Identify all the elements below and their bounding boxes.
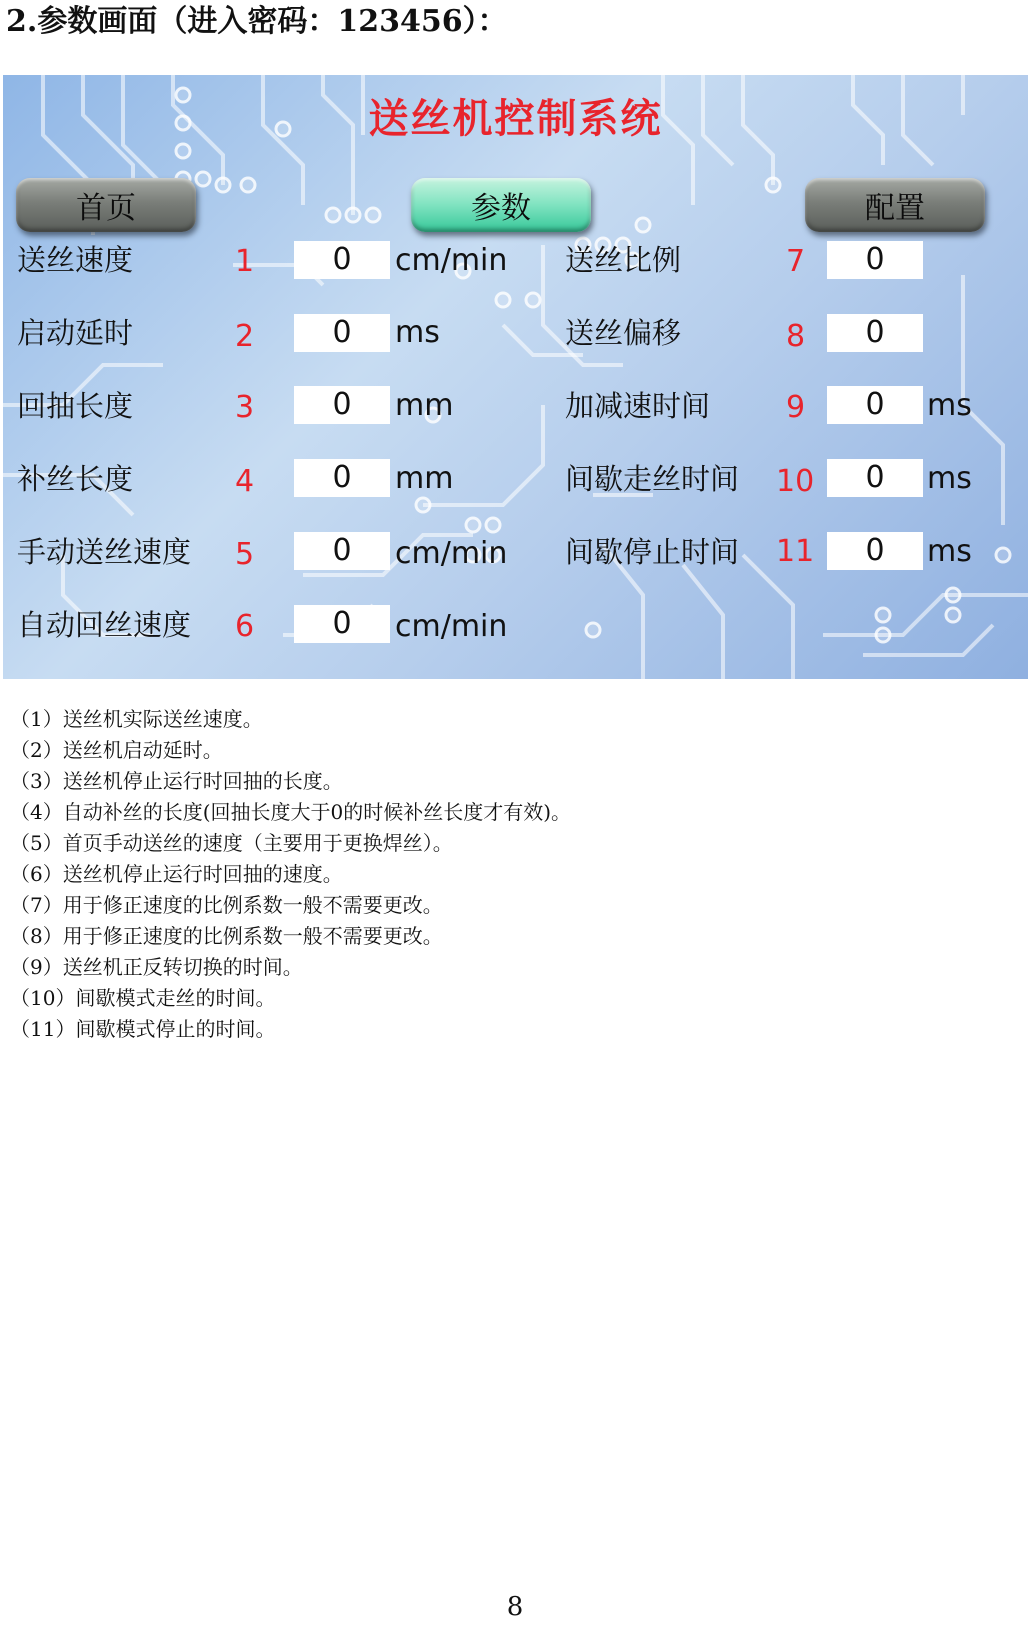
param-value-field[interactable]: 0 [827,459,923,497]
param-value-field[interactable]: 0 [294,386,390,424]
param-label: 回抽长度 [17,389,134,423]
note-item: （10）间歇模式走丝的时间。 [10,986,276,1010]
param-value-field[interactable]: 0 [294,241,390,279]
param-number: 10 [776,464,815,499]
param-unit: cm/min [395,243,508,278]
param-number: 2 [235,319,255,354]
hmi-screen [3,75,1028,679]
param-number: 3 [235,390,255,425]
note-item: （9）送丝机正反转切换的时间。 [10,955,303,979]
note-item: （6）送丝机停止运行时回抽的速度。 [10,862,343,886]
parameter-notes [10,704,571,1045]
param-label: 启动延时 [17,316,134,350]
param-number: 4 [235,464,255,499]
note-item: （1）送丝机实际送丝速度。 [10,707,263,731]
param-label: 送丝比例 [565,243,682,277]
param-unit: ms [927,388,972,423]
param-number: 8 [786,319,806,354]
param-label: 送丝偏移 [565,316,682,350]
param-unit: ms [395,315,440,350]
param-value-field[interactable]: 0 [294,314,390,352]
param-value-field[interactable]: 0 [294,605,390,643]
param-number: 5 [235,537,255,572]
param-unit: ms [927,461,972,496]
param-value-field[interactable]: 0 [827,386,923,424]
param-unit: mm [395,388,454,423]
param-label: 手动送丝速度 [17,535,192,569]
param-unit: cm/min [395,536,508,571]
param-value-field[interactable]: 0 [294,532,390,570]
note-item: （7）用于修正速度的比例系数一般不需要更改。 [10,893,443,917]
page-number: 8 [506,1592,524,1622]
param-label: 送丝速度 [17,243,134,277]
screen-title: 送丝机控制系统 [368,96,663,142]
param-number: 6 [235,609,255,644]
circuit-background [3,75,1028,679]
param-number: 7 [786,244,806,279]
param-unit: cm/min [395,609,508,644]
param-number: 9 [786,390,806,425]
note-item: （5）首页手动送丝的速度（主要用于更换焊丝）。 [10,831,453,855]
param-label: 自动回丝速度 [17,608,192,642]
param-label: 间歇走丝时间 [565,462,740,496]
param-value-field[interactable]: 0 [827,532,923,570]
param-unit: mm [395,461,454,496]
note-item: （4）自动补丝的长度(回抽长度大于0的时候补丝长度才有效)。 [10,800,572,824]
param-label: 补丝长度 [17,462,134,496]
note-item: （3）送丝机停止运行时回抽的长度。 [10,769,343,793]
params-button[interactable]: 参数 [411,178,591,232]
param-label: 加减速时间 [565,389,711,423]
note-item: （8）用于修正速度的比例系数一般不需要更改。 [10,924,443,948]
note-item: （11）间歇模式停止的时间。 [10,1017,276,1041]
param-label: 间歇停止时间 [565,535,740,569]
section-heading: 2.参数画面（进入密码：123456）： [6,4,508,39]
param-number: 1 [235,244,255,279]
config-button[interactable]: 配置 [805,178,985,232]
param-number: 11 [776,534,815,569]
param-value-field[interactable]: 0 [827,314,923,352]
note-item: （2）送丝机启动延时。 [10,738,223,762]
home-button[interactable]: 首页 [16,178,196,232]
param-unit: ms [927,534,972,569]
param-value-field[interactable]: 0 [827,241,923,279]
param-value-field[interactable]: 0 [294,459,390,497]
